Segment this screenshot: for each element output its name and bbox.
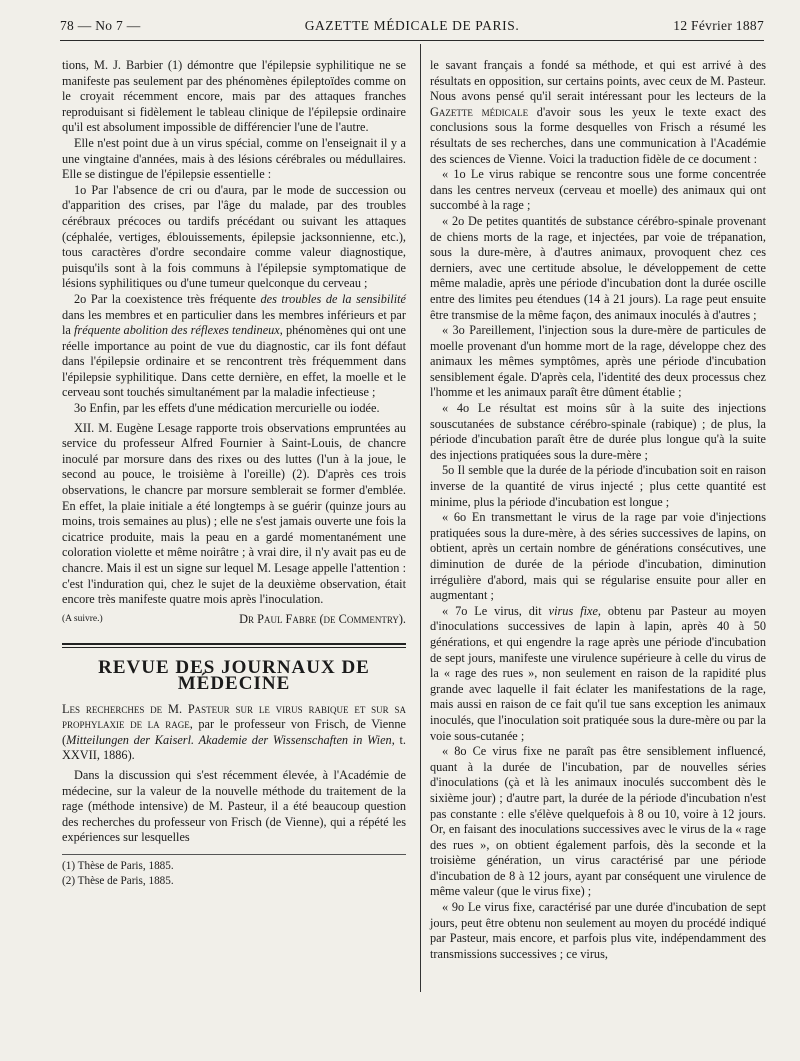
conclusion-item: « 9o Le virus fixe, caractérisé par une durée d'incubation de sept jours, peut être obtenu non seulement au moyen du procédé indiqué par Pasteur, mais encore, et parfois plus vite, indépendamment des transmissions successives ; ce virus, <box>430 900 766 961</box>
right-column <box>430 58 766 962</box>
section-title: REVUE DES JOURNAUX DE MÉDECINE <box>98 657 370 694</box>
journal-name: Gazette médicale <box>430 104 529 119</box>
paragraph: tions, M. J. Barbier (1) démontre que l'épilepsie syphilitique ne se manifeste pas seulement par des phénomènes épileptoïdes comme on le croyait récemment encore, mais par des attaques franches reproduisant si fidèlement le tableau clinique de l'épilepsie ordinaire qu'il est absolument impossible de différencier l'une de l'autre. <box>62 58 406 135</box>
paragraph: Dans la discussion qui s'est récemment élevée, à l'Académie de médecine, sur la valeur de la nouvelle méthode du traitement de la rage (méthode intensive) de M. Pasteur, il a été beaucoup question des recherches du professeur von Frisch (de Vienne), qui a répété les expériences sur lesquelles <box>62 767 406 845</box>
text-run: , phénomènes qui ont une réelle importance au point de vue du diagnostic, car ils font défaut dans l'épilepsie ordinaire et se rencontrent très fréquemment dans l'épilepsie syphilitique. Dans cette dernière, en effet, la moelle et le cerveau sont touchés simultanément par la maladie infectieuse ; <box>62 323 406 400</box>
paragraph <box>430 58 766 167</box>
header-rule <box>60 40 764 41</box>
column-divider <box>420 44 421 992</box>
footnote: (2) Thèse de Paris, 1885. <box>62 874 174 887</box>
conclusion-item <box>430 604 766 744</box>
italic-text: virus fixe <box>548 603 598 618</box>
text-run: , obtenu par Pasteur au moyen d'inoculations successives de lapin à lapin, après 40 à 50 générations, et qui engendre la rage après une période d'incubation de sept jours, manifeste une virulence supérieure à celle du virus de la « rage des rues », non seulement en raison de la rapidité plus grande avec laquelle il fait éclater les manifestations de la rage, mais aussi en raison de ce fait qu'il tue sans exception les animaux inoculés, que l'inoculation soit pratiquée sous la dure-mère ou par la voie sous-cutanée ; <box>430 603 767 743</box>
text-run: , t. XXVII, 1886). <box>62 732 407 763</box>
conclusion-item: 5o Il semble que la durée de la période d'incubation soit en raison inverse de la quantité de virus injecté ; plus cette quantité est minime, plus la période d'incubation est longue ; <box>430 463 766 509</box>
text-run: par le professeur von Frisch, de Vienne ( <box>62 717 407 747</box>
text-run: dans les membres et en particulier dans les membres inférieurs et par la <box>62 307 406 338</box>
conclusion-item: « 1o Le virus rabique se rencontre sous une forme concentrée dans les centres nerveux (cerveau et moelle) des animaux qui ont succombé à la rage ; <box>430 167 766 213</box>
text-run: 2o Par la coexistence très fréquente <box>74 291 261 306</box>
journal-title: GAZETTE MÉDICALE DE PARIS. <box>304 18 520 33</box>
text-run: d'avoir sous les yeux le texte exact des conclusions sous la forme desquelles von Frisch a résumé les résultats de ses recherches, dans une communication à l'Académie des sciences de Vienne. Voici la traduction fidèle de ce document : <box>430 104 767 166</box>
conclusion-item: « 4o Le résultat est moins sûr à la suite des injections souscutanées de substance cérébro-spinale (rabique) ; de plus, la période d'incubation paraît être de durée plus longue qu'à la suite des injections pratiquées sous la dure-mère ; <box>430 401 766 462</box>
footnote: (1) Thèse de Paris, 1885. <box>62 859 174 872</box>
left-column <box>62 58 406 889</box>
author-signature: Dr Paul Fabre (de Commentry). <box>239 611 406 626</box>
footnotes <box>62 854 406 889</box>
article-heading <box>62 702 406 764</box>
conclusion-item: « 6o En transmettant le virus de la rage par voie d'injections pratiquées sous la dure-mère, à des séries successives de lapins, on obtient, après un certain nombre de générations consécutives, une diminution de durée de la période d'incubation, diminution irrégulière d'abord, mais qui se régularise ensuite pour aller en augmentant ; <box>430 510 766 603</box>
signature-line <box>62 612 406 628</box>
italic-text: des troubles de la sensibilité <box>260 291 406 306</box>
conclusion-item: « 3o Pareillement, l'injection sous la dure-mère de particules de moelle provenant d'un homme mort de la rage, développe chez des animaux les mêmes symptômes, après une période d'incubation sensiblement égale. D'après cela, l'identité des deux processus chez l'homme et les animaux paraît être dûment établie ; <box>430 323 766 400</box>
conclusion-item: « 8o Ce virus fixe ne paraît pas être sensiblement influencé, quant à la durée de l'incubation, par de nouvelles séries d'inoculations (çà et là les animaux inoculés succombent dès le sixième jour) ; d'autre part, la durée de la période d'incubation n'est pas constante : elle s'élève quelquefois à 8 ou 10, voire à 12 jours. Or, en faisant des inoculations successives avec le virus de la « rage des rues », on obtient également parfois, dès la seconde et la troisième génération, un virus caractérisé par une période d'incubation de 8 à 12 jours, ayant par conséquent une virulence de même valeur (que le virus fixe) ; <box>430 744 766 899</box>
article-title: Les recherches de M. Pasteur sur le virus rabique et sur sa prophylaxie de la rage, <box>62 701 406 732</box>
page-number: 78 — No 7 — <box>60 18 141 33</box>
issue-date: 12 Février 1887 <box>673 18 764 33</box>
paragraph: Elle n'est point due à un virus spécial, comme on l'enseignait il y a une vingtaine d'années, mais à des lésions cérébrales ou médullaires. Elle se distingue de l'épilepsie essentielle : <box>62 135 406 182</box>
text-run: le savant français a fondé sa méthode, et qui est arrivé à des résultats en opposition, sur certains points, avec ceux de M. Pasteur. Nous avons pensé qu'il serait intéressant pour les lecteurs de la <box>430 58 766 104</box>
italic-text: fréquente abolition des réflexes tendineux <box>74 323 280 338</box>
paragraph: 1o Par l'absence de cri ou d'aura, par le mode de succession ou d'apparition des crises, par l'âge du malade, par des troubles cérébraux précoces ou tardifs précédant ou suivant les attaques (céphalée, vertiges, éblouissements, épilepsie jacksonnienne, etc.), tous caractères d'ordre secondaire comme valeur diagnostique, puisqu'ils sont à la fois communs à l'épilepsie symptomatique de lésions syphilitiques ou d'une tumeur quelconque du cerveau ; <box>62 182 406 291</box>
section-divider <box>62 643 406 648</box>
paragraph: XII. M. Eugène Lesage rapporte trois observations empruntées au service du professeur Alfred Fournier à Saint-Louis, de chancre inoculé par morsure dans des rixes ou des luttes (l'un à la joue, le second au pouce, le troisième à l'oreille) (2). D'après ces trois observations, le chancre par morsure semblerait se former d'emblée. En effet, la plaie initiale a été longtemps à se guérir (quinze jours au moins, trois semaines au plus) ; elle ne s'est jamais ouverte une fois la cicatrice produite, mais la peau en a gardé momentanément une coloration violette et même noirâtre ; à vrai dire, il n'y avait pas eu de chancre. Mais il est un signe sur lequel M. Lesage appelle l'attention : c'est l'induration qui, chez le sujet de la deuxième observation, était encore très manifeste quatre mois après l'inoculation. <box>62 420 406 607</box>
text-run: « 7o Le virus, dit <box>442 603 549 618</box>
to-be-continued: (A suivre.) <box>62 613 103 624</box>
italic-text: Mitteilungen der Kaiserl. Akademie der Wissenschaften in Wien <box>66 732 392 747</box>
paragraph <box>62 292 406 401</box>
page-header <box>60 8 764 32</box>
conclusion-item: « 2o De petites quantités de substance cérébro-spinale provenant de chiens morts de la rage, et injectées, par voie de trépanation, sous la dure-mère, à d'autres animaux, provoquent chez ces derniers, avec une certitude absolue, le développement de cette même maladie, après une période d'incubation dont la durée oscille entre des limites peu étendues (14 à 21 jours). La rage peut ensuite être transmise de la même façon, des animaux inoculés à d'autres ; <box>430 213 766 322</box>
paragraph: 3o Enfin, par les effets d'une médication mercurielle ou iodée. <box>74 401 380 416</box>
